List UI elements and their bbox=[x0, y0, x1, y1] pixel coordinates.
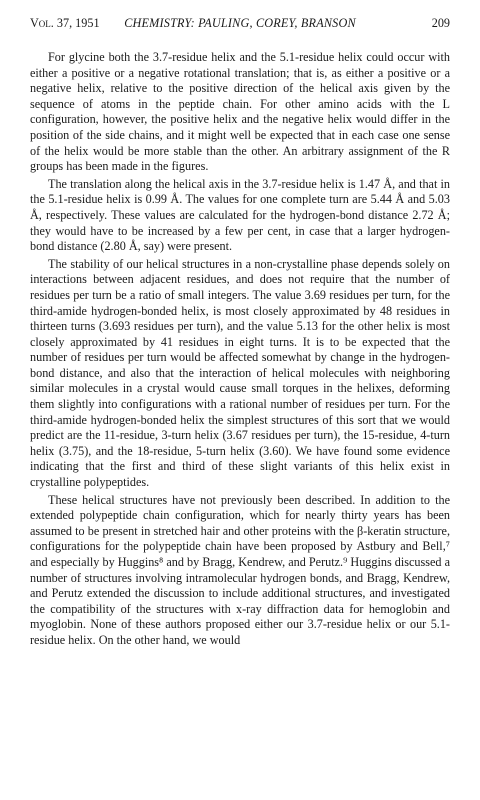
paragraph-4: These helical structures have not previously been described. In addition to the extended polypeptide chain configuration, which for nearly thirty years has been assumed to be present in stretched hair and other proteins with the β-keratin structure, configurations for the polypeptide chain have been proposed by Astbury and Bell,⁷ and especially by Huggins⁸ and by Bragg, Kendrew, and Perutz.⁹ Huggins discussed a number of structures involving intramolecular hydrogen bonds, and Bragg, Kendrew, and Perutz extended the discussion to include additional structures, and investigated the compatibility of the structures with x-ray diffraction data for hemoglobin and myoglobin. None of these authors proposed either our 3.7-residue helix or our 5.1-residue helix. On the other hand, we would bbox=[30, 492, 450, 647]
paragraph-2: The translation along the helical axis in the 3.7-residue helix is 1.47 Å, and that in the 5.1-residue helix is 0.99 Å. The values for one complete turn are 5.44 Å and 5.03 Å, respectively. These values are calculated for the hydrogen-bond distance 2.72 Å; they would have to be increased by a few per cent, in case that a larger hydrogen-bond distance (2.80 Å, say) were present. bbox=[30, 176, 450, 254]
article-body bbox=[30, 50, 450, 649]
paragraph-3: The stability of our helical structures in a non-crystalline phase depends solely on interactions between adjacent residues, and does not require that the number of residues per turn be a ratio of small integers. The value 3.69 residues per turn, for the third-amide hydrogen-bonded helix, is most closely approximated by 48 residues in thirteen turns (3.693 residues per turn), and the value 5.13 for the other helix is most closely approximated by 41 residues in eight turns. It is to be expected that the number of residues per turn would be affected somewhat by change in the hydrogen-bond distance, and also that the interaction of helical molecules with neighboring similar molecules in a crystal would cause small torques in the helixes, deforming them slightly into configurations with a rational number of residues per turn. For the third-amide hydrogen-bonded helix the simplest structures of this sort that we would predict are the 11-residue, 3-turn helix (3.67 residues per turn), the 15-residue, 4-turn helix (3.75), and the 18-residue, 5-turn helix (3.60). We have found some evidence indicating that the first and third of these slight variants of this helix exist in crystalline polypeptides. bbox=[30, 256, 450, 490]
paragraph-1: For glycine both the 3.7-residue helix and the 5.1-residue helix could occur with either a positive or a negative rotational translation; that is, as either a positive or a negative helix, relative to the positive direction of the helical axis given by the sequence of atoms in the peptide chain. For other amino acids with the L configuration, however, the positive helix and the negative helix would differ in the position of the side chains, and it might well be expected that in each case one sense of the helix would be more stable than the other. An arbitrary assignment of the R groups has been made in the figures. bbox=[30, 50, 450, 174]
volume-label: Vol. 37, 1951 bbox=[30, 16, 100, 30]
running-title: CHEMISTRY: PAULING, COREY, BRANSON bbox=[124, 16, 356, 30]
page-number: 209 bbox=[431, 16, 450, 30]
running-header bbox=[30, 16, 450, 38]
